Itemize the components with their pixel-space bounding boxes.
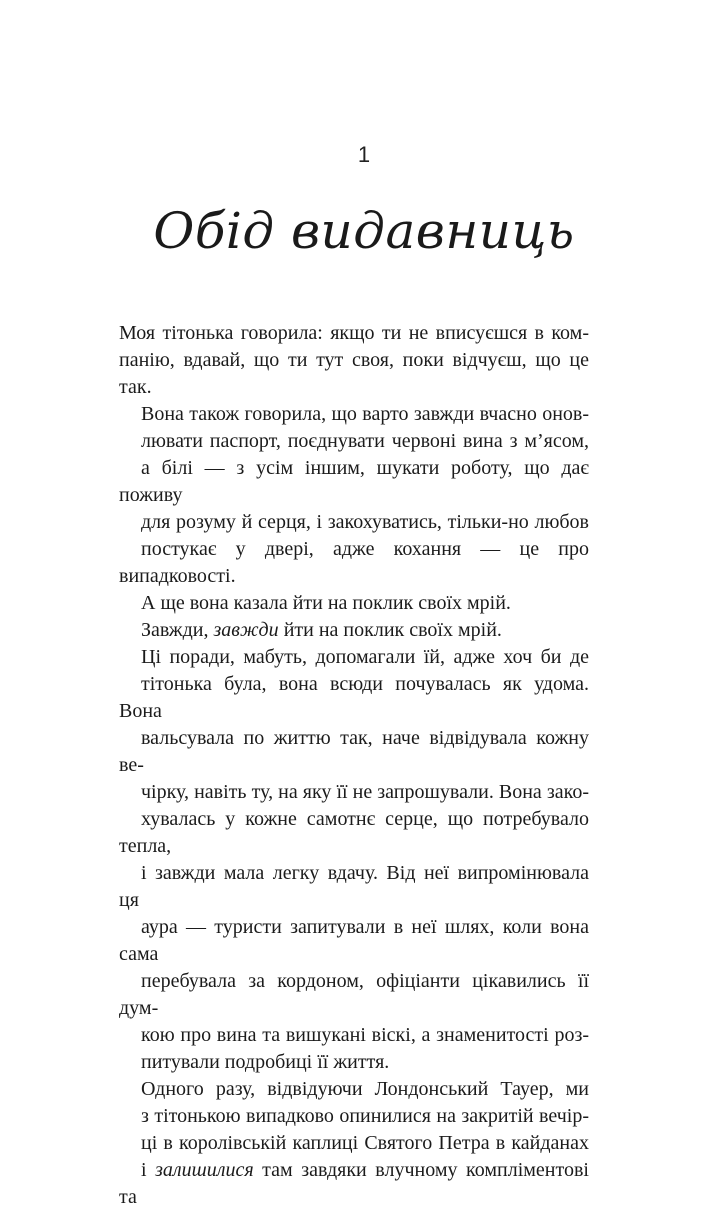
text-line: ці в королівській каплиці Святого Петра в кайданах	[141, 1132, 589, 1154]
text-line: Одного разу, відвідуючи Лондонський Тауер, ми	[141, 1078, 589, 1100]
paragraph-2	[119, 401, 589, 617]
text-line: Вона також говорила, що варто завжди вчасно онов-	[141, 403, 589, 425]
text-line: для розуму й серця, і закохуватись, тільки-но любов	[141, 511, 589, 533]
text-line: панію, вдавай, що ти тут своя, поки відчуєш, що це так.	[119, 349, 589, 398]
text-line	[119, 1157, 589, 1211]
text-line: перебувала за кордоном, офіціанти цікавились її дум-	[119, 970, 589, 1019]
text-segment: там завдяки влучному компліментові та	[119, 1159, 589, 1208]
text-line: аура — туристи запитували в неї шлях, коли вона сама	[119, 916, 589, 965]
chapter-number: 1	[357, 142, 371, 167]
paragraph-1	[119, 320, 589, 401]
text-line: А ще вона казала йти на поклик своїх мрій.	[141, 592, 511, 614]
paragraph-5	[119, 1076, 589, 1211]
body-text	[119, 320, 589, 1211]
text-line: хувалась у кожне самотнє серце, що потребувало тепла,	[119, 808, 589, 857]
text-line: і завжди мала легку вдачу. Від неї випромінювала ця	[119, 862, 589, 911]
text-line: Ці поради, мабуть, допомагали їй, адже хоч би де	[141, 646, 589, 668]
text-segment: Завжди,	[141, 619, 214, 641]
chapter-title: Обід видавниць	[153, 202, 575, 260]
emphasis-text: завжди	[213, 619, 279, 641]
text-line: постукає у двері, адже кохання — це про випадковості.	[119, 538, 589, 587]
text-line: з тітонькою випадково опинилися на закритій вечір-	[141, 1105, 589, 1127]
text-segment: йти на поклик своїх мрій.	[278, 619, 502, 641]
text-line: кою про вина та вишукані віскі, а знаменитості роз-	[141, 1024, 589, 1046]
text-line: тітонька була, вона всюди почувалась як удома. Вона	[119, 673, 589, 722]
text-line: Моя тітонька говорила: якщо ти не вписуєшся в ком-	[119, 322, 589, 344]
paragraph-3	[119, 617, 589, 644]
paragraph-4	[119, 644, 589, 1076]
text-line: лювати паспорт, поєднувати червоні вина з м’ясом,	[141, 430, 589, 452]
emphasis-text: залишилися	[155, 1159, 254, 1181]
text-line: питували подробиці її життя.	[141, 1051, 390, 1073]
text-line: чірку, навіть ту, на яку її не запрошували. Вона зако-	[141, 781, 589, 803]
text-line: а білі — з усім іншим, шукати роботу, що дає поживу	[119, 457, 589, 506]
text-line: вальсувала по життю так, наче відвідувала кожну ве-	[119, 727, 589, 776]
text-segment: і	[141, 1159, 156, 1181]
